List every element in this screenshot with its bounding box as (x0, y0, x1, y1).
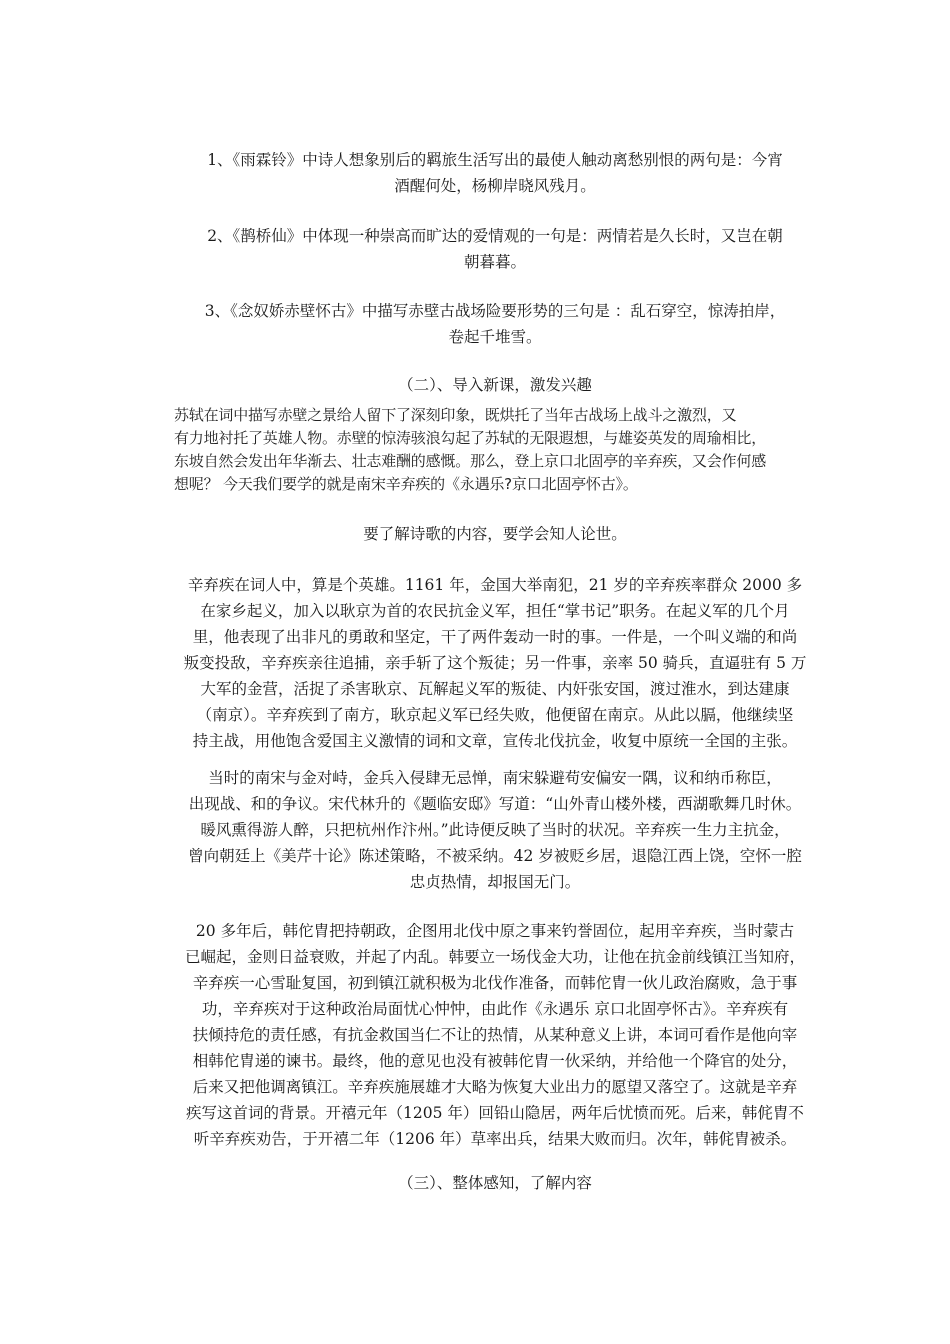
text-line: 当时的南宋与金对峙，金兵入侵肆无忌惮，南宋躲避苟安偏安一隅，议和纳币称臣， (208, 769, 782, 787)
text-line: 3、《念奴娇赤壁怀古》中描写赤壁古战场险要形势的三句是 ：乱石穿空，惊涛拍岸， (204, 302, 786, 320)
text-line: 已崛起，金则日益衰败，并起了内乱。韩要立一场伐金大功，让他在抗金前线镇江当知府， (184, 948, 805, 966)
question-3 (170, 298, 820, 350)
text-line: 听辛弃疾劝告，于开禧二年（1206 年）草率出兵，结果大败而归。次年，韩侂胄被杀。 (193, 1130, 797, 1148)
text-line: 疾写这首词的背景。开禧元年（1205 年）回铅山隐居，两年后忧愤而死。后来，韩侂胄不 (186, 1104, 804, 1122)
paragraph-background (170, 918, 820, 1152)
text-line: 在家乡起义，加入以耿京为首的农民抗金义军，担任“掌书记”职务。在起义军的几个月 (200, 602, 790, 620)
text-line: 酒醒何处，杨柳岸晓风残月。 (394, 177, 596, 195)
text-line: 朝暮暮。 (463, 253, 526, 271)
text-line: 忠贞热情，却报国无门。 (409, 873, 581, 891)
intro-paragraph (174, 404, 824, 496)
text-line: 里，他表现了出非凡的勇敢和坚定，干了两件轰动一时的事。一件是，一个叫义端的和尚 (192, 628, 798, 646)
question-2 (170, 223, 820, 275)
text-line: 有力地衬托了英雄人物。赤壁的惊涛骇浪勾起了苏轼的无限遐想，与雄姿英发的周瑜相比， (174, 429, 767, 447)
paragraph-biography (170, 572, 820, 754)
section-heading-2: （二）、导入新课，激发兴趣 (398, 376, 592, 394)
text-line: 辛弃疾在词人中，算是个英雄。1161 年，金国大举南犯，21 岁的辛弃疾率群众 2000 多 (187, 576, 803, 594)
text-line: 1、《雨霖铃》中诗人想象别后的羁旅生活写出的最使人触动离愁别恨的两句是：今宵 (207, 151, 783, 169)
text-line: 持主战，用他饱含爱国主义激情的词和文章，宣传北伐抗金，收复中原统一全国的主张。 (192, 732, 798, 750)
text-line: 扶倾持危的责任感，有抗金救国当仁不让的热情，从某种意义上讲，本词可看作是他向宰 (192, 1026, 798, 1044)
text-line: 苏轼在词中描写赤壁之景给人留下了深刻印象，既烘托了当年古战场上战斗之激烈，又 (174, 406, 737, 424)
text-line: 辛弃疾一心雪耻复国，初到镇江就积极为北伐作准备，而韩佗胄一伙儿政治腐败，急于事 (192, 974, 798, 992)
text-line: 卷起千堆雪。 (448, 328, 542, 346)
text-line: 2、《鹊桥仙》中体现一种崇高而旷达的爱情观的一句是：两情若是久长时，又岂在朝 (207, 227, 783, 245)
section-heading-3: （三）、整体感知，了解内容 (398, 1174, 592, 1192)
text-line: 功，辛弃疾对于这种政治局面忧心忡忡，由此作《永遇乐 京口北固亭怀古》。辛弃疾有 (201, 1000, 789, 1018)
text-line: 暖风熏得游人醉，只把杭州作汴州。”此诗便反映了当时的状况。辛弃疾一生力主抗金， (200, 821, 790, 839)
text-line: （南京）。辛弃疾到了南方，耿京起义军已经失败，他便留在南京。从此以膈，他继续坚 (196, 706, 794, 724)
text-line: 叛变投敌，辛弃疾亲往追捕，亲手斩了这个叛徒；另一件事，亲率 50 骑兵，直逼驻有 5 万 (183, 654, 807, 672)
paragraph-southern-song (170, 765, 820, 895)
text-line: 后来又把他调离镇江。辛弃疾施展雄才大略为恢复大业出力的愿望又落空了。这就是辛弃 (192, 1078, 798, 1096)
text-line: 曾向朝廷上《美芹十论》陈述策略，不被采纳。42 岁被贬乡居，退隐江西上饶，空怀一腔 (188, 847, 802, 865)
text-line: 东坡自然会发出年华渐去、壮志难酬的感慨。那么，登上京口北固亭的辛弃疾，又会作何感 (174, 452, 767, 470)
question-1 (170, 147, 820, 199)
text-line: 出现战、和的争议。宋代林升的《题临安邸》写道：“山外青山楼外楼，西湖歌舞几时休。 (188, 795, 802, 813)
text-line: 大军的金营，活捉了杀害耿京、瓦解起义军的叛徒、内奸张安国，渡过淮水，到达建康 (200, 680, 790, 698)
text-line: 想呢？ 今天我们要学的就是南宋辛弃疾的《永遇乐?京口北固亭怀古》。 (174, 475, 638, 493)
know-line: 要了解诗歌的内容，要学会知人论世。 (363, 525, 627, 543)
text-line: 20 多年后，韩佗胄把持朝政，企图用北伐中原之事来钓誉固位，起用辛弃疾，当时蒙古 (195, 922, 795, 940)
text-line: 相韩佗胄递的谏书。最终，他的意见也没有被韩佗胄一伙采纳，并给他一个降官的处分， (192, 1052, 798, 1070)
